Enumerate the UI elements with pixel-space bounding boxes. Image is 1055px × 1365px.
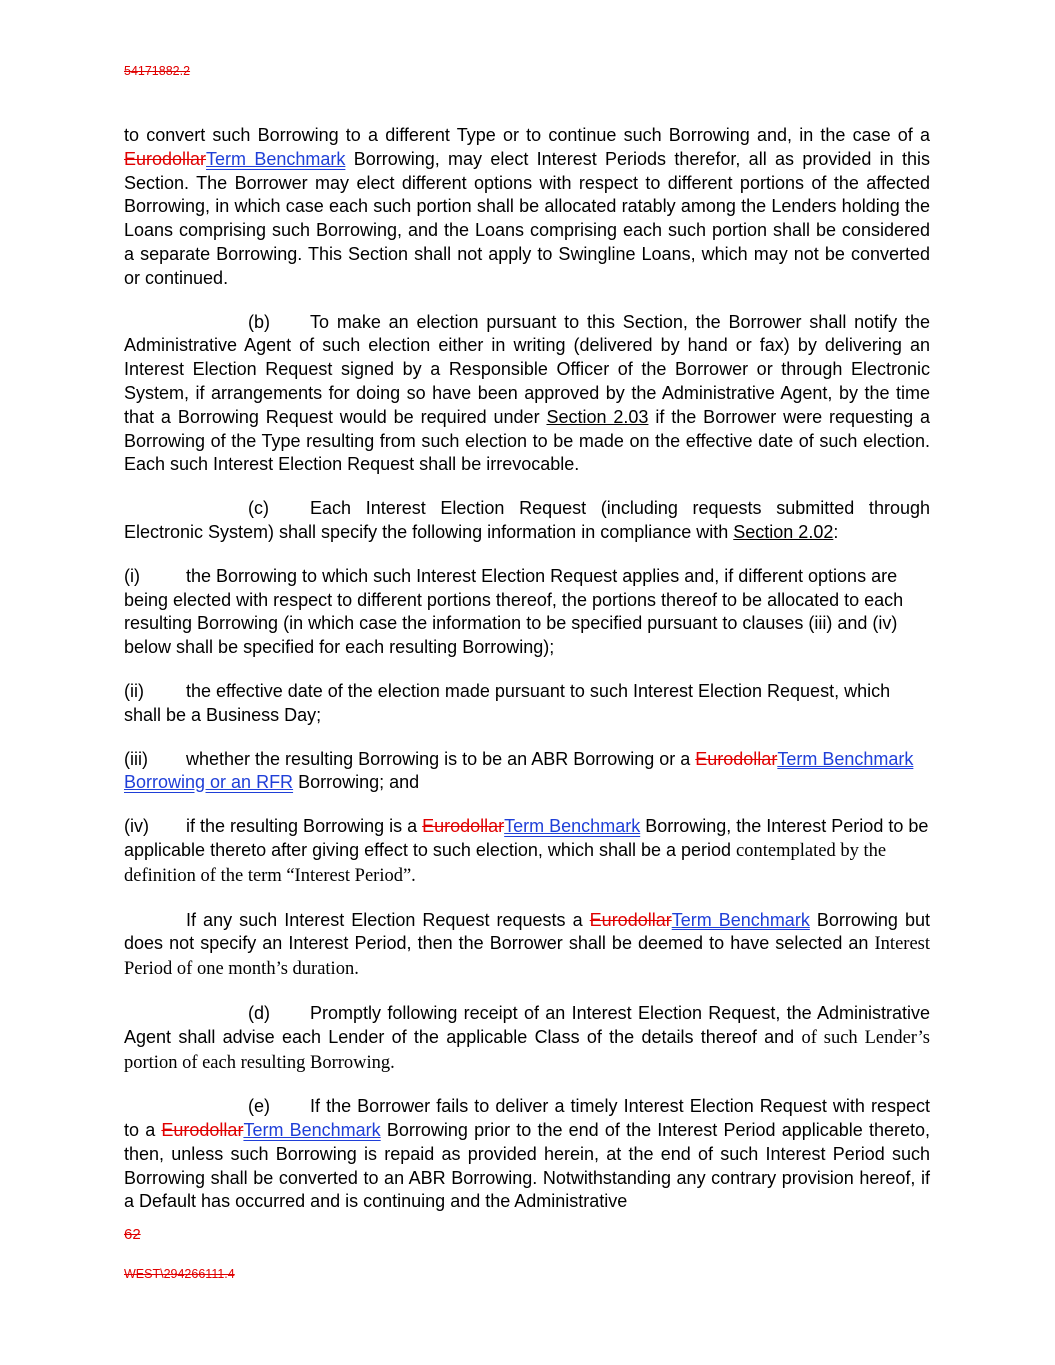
text: Promptly following receipt of an Interest Election Request, the Administrative Agent shall advise each Lender of the applicable Class of the details thereof and — [124, 1002, 930, 1047]
deleted-text: Eurodollar — [589, 909, 672, 930]
inserted-text: Term Benchmark — [504, 816, 641, 837]
clause-ii — [124, 680, 930, 728]
paragraph-d — [124, 1002, 930, 1075]
text: Borrowing prior to the end of the Interest Period applicable thereto, then, unless such Borrowing is repaid as provided herein, at the end of such Interest Period such Borrowing shall be converted to an ABR Borrowing. Notwithstanding any contrary provision hereof, if a Default has occurred and is continuing and the Administrative — [124, 1120, 930, 1212]
text: if the resulting Borrowing is a — [186, 816, 423, 837]
clause-number: (iii) — [124, 748, 148, 769]
text: Borrowing, may elect Interest Periods therefor, all as provided in this Section. The Borrower may elect different options with respect to different portions of the affected Borrowing, in which case each such portion shall be allocated ratably among the Lenders holding the Loans comprising such Borrowing, and the Loans comprising each such portion shall be considered a separate Borrowing. This Section shall not apply to Swingline Loans, which may not be converted or continued. — [124, 148, 930, 288]
page-number: 62 — [124, 1226, 141, 1243]
section-reference: Section 2.03 — [546, 406, 649, 427]
text: : — [833, 521, 839, 542]
text: Each Interest Election Request (including requests submitted through Electronic System) shall specify the following information in compliance with — [124, 498, 930, 542]
paragraph-if — [124, 909, 930, 982]
section-reference: Section 2.02 — [733, 521, 834, 542]
deleted-text: Eurodollar — [124, 148, 207, 169]
paragraph-b — [124, 311, 930, 478]
deleted-text: Eurodollar — [161, 1120, 244, 1141]
text: of such Lender’s portion of each resulting Borrowing. — [124, 1027, 930, 1073]
paragraph-number: (e) — [248, 1096, 270, 1117]
clause-i — [124, 565, 930, 660]
text: the effective date of the election made pursuant to such Interest Election Request, which shall be a Business Day; — [124, 680, 891, 725]
clause-number: (i) — [124, 565, 140, 586]
text: If the Borrower fails to deliver a timely Interest Election Request with respect to a — [124, 1096, 930, 1141]
text: contemplated by the definition of the term “Interest Period”. — [124, 840, 887, 886]
text: If any such Interest Election Request requests a — [186, 909, 590, 930]
paragraph-e — [124, 1095, 930, 1214]
text: to convert such Borrowing to a different Type or to continue such Borrowing and, in the case of a — [124, 125, 930, 145]
header-doc-id: 54171882.2 — [124, 64, 191, 78]
text: Borrowing, the Interest Period to be applicable thereto after giving effect to such election, which shall be a period — [124, 816, 929, 860]
text: To make an election pursuant to this Section, the Borrower shall notify the Administrative Agent of such election either in writing (delivered by hand or fax) by delivering an Interest Election Request signed by a Responsible Officer of the Borrower or through Electronic System, if arrangements for doing so have been approved by the Administrative Agent, by the time that a Borrowing Request would be required under — [124, 311, 930, 427]
text: if the Borrower were requesting a Borrowing of the Type resulting from such election to be made on the effective date of such election. Each such Interest Election Request shall be irrevocable. — [124, 406, 930, 475]
paragraph-a-continued — [124, 124, 930, 291]
clause-iii — [124, 748, 930, 796]
deleted-text: Eurodollar — [695, 748, 778, 769]
clause-number: (ii) — [124, 680, 144, 701]
document-body — [124, 124, 930, 1214]
paragraph-number: (b) — [248, 311, 270, 332]
inserted-text: Term Benchmark Borrowing or an RFR — [124, 748, 914, 793]
paragraph-c — [124, 497, 930, 545]
deleted-text: Eurodollar — [422, 816, 505, 837]
clause-iv — [124, 815, 930, 888]
paragraph-number: (d) — [248, 1002, 270, 1023]
text: whether the resulting Borrowing is to be an ABR Borrowing or a — [186, 748, 696, 769]
text: Interest Period of one month’s duration. — [124, 934, 930, 980]
text: Borrowing; and — [293, 772, 420, 793]
text: Borrowing but does not specify an Interest Period, then the Borrower shall be deemed to have selected an — [124, 909, 931, 954]
inserted-text: Term Benchmark — [206, 148, 346, 169]
clause-number: (iv) — [124, 816, 149, 837]
text: the Borrowing to which such Interest Election Request applies and, if different options are being elected with respect to different portions thereof, the portions thereof to be allocated to each resulting Borrowing (in which case the information to be specified pursuant to clauses (iii) and (iv) below shall be specified for each resulting Borrowing); — [124, 565, 904, 658]
footer-doc-id: WEST\294266111.4 — [124, 1267, 235, 1281]
paragraph-number: (c) — [248, 498, 269, 519]
inserted-text: Term Benchmark — [671, 909, 810, 930]
inserted-text: Term Benchmark — [243, 1120, 381, 1141]
